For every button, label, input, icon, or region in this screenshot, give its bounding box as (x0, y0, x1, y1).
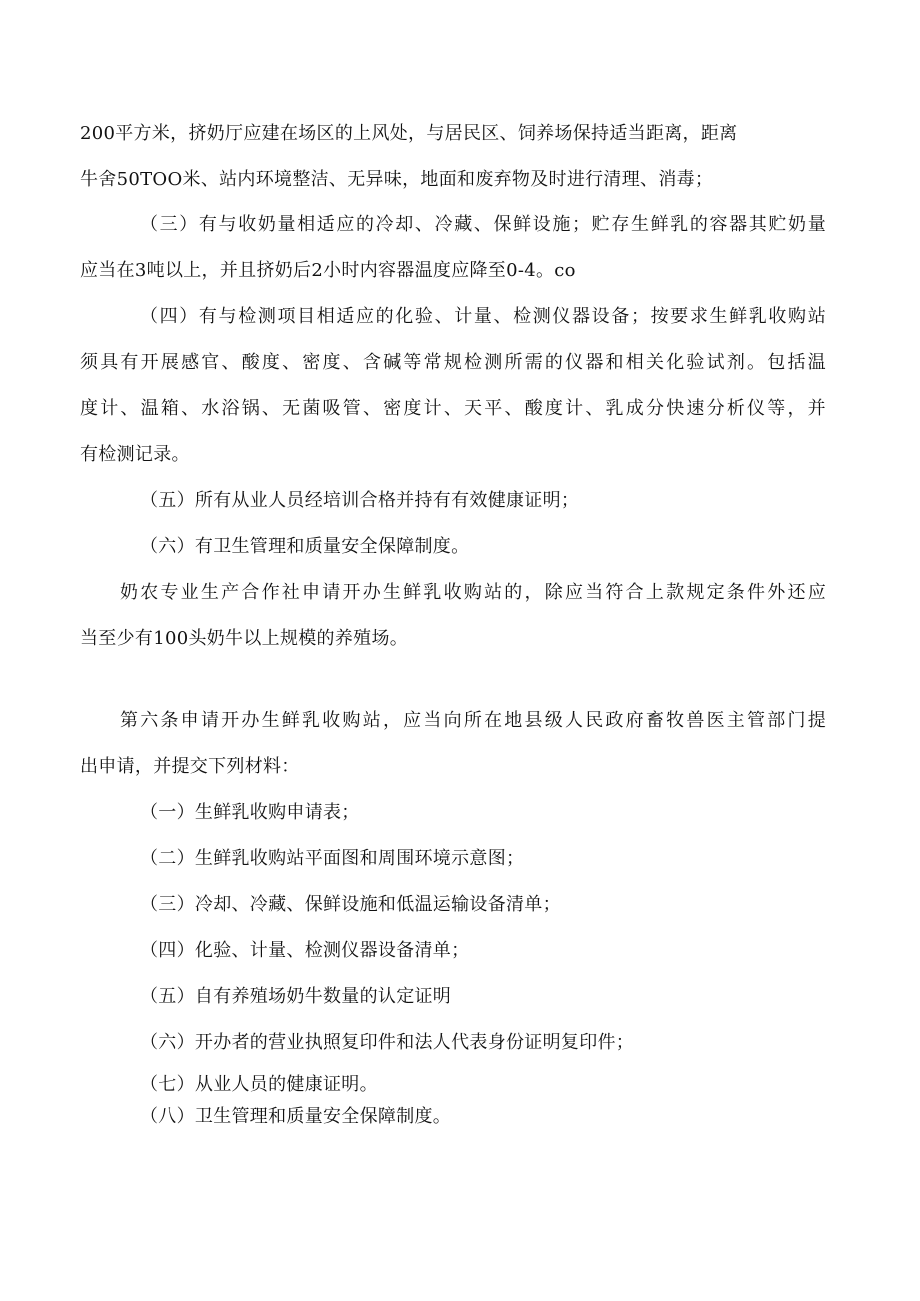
text-line-7: 度计、温箱、水浴锅、无菌吸管、密度计、天平、酸度计、乳成分快速分析仪等，并 (80, 398, 826, 419)
text-line-18: （四）化验、计量、检测仪器设备清单； (140, 940, 470, 961)
text-line-15: （一）生鲜乳收购申请表； (140, 802, 360, 823)
text-line-16: （二）生鲜乳收购站平面图和周围环境示意图； (140, 848, 525, 869)
text-line-9: （五）所有从业人员经培训合格并持有有效健康证明； (140, 490, 580, 511)
text-line-17: （三）冷却、冷藏、保鲜设施和低温运输设备清单； (140, 894, 561, 915)
text-line-12: 当至少有100头奶牛以上规模的养殖场。 (80, 628, 409, 649)
text-line-5: （四）有与检测项目相适应的化验、计量、检测仪器设备；按要求生鲜乳收购站 (140, 306, 826, 327)
text-line-3: （三）有与收奶量相适应的冷却、冷藏、保鲜设施；贮存生鲜乳的容器其贮奶量 (140, 214, 826, 235)
text-line-21: （七）从业人员的健康证明。 (140, 1074, 378, 1095)
text-line-13: 第六条申请开办生鲜乳收购站，应当向所在地县级人民政府畜牧兽医主管部门提 (120, 710, 826, 731)
text-line-22: （八）卫生管理和质量安全保障制度。 (140, 1106, 452, 1127)
text-line-8: 有检测记录。 (80, 444, 190, 465)
text-line-11: 奶农专业生产合作社申请开办生鲜乳收购站的，除应当符合上款规定条件外还应 (120, 582, 826, 603)
text-line-14: 出申请，并提交下列材料： (80, 756, 300, 777)
text-line-20: （六）开办者的营业执照复印件和法人代表身份证明复印件； (140, 1032, 635, 1053)
text-line-4: 应当在3吨以上，并且挤奶后2小时内容器温度应降至0-4。co (80, 260, 576, 281)
text-line-6: 须具有开展感官、酸度、密度、含碱等常规检测所需的仪器和相关化验试剂。包括温 (80, 352, 826, 373)
text-line-1: 200平方米，挤奶厅应建在场区的上风处，与居民区、饲养场保持适当距离，距离 (80, 123, 738, 144)
text-line-19: （五）自有养殖场奶牛数量的认定证明 (140, 986, 452, 1007)
text-line-2: 牛舍50TOO米、站内环境整洁、无异味，地面和废弃物及时进行清理、消毒； (80, 169, 714, 190)
text-line-10: （六）有卫生管理和质量安全保障制度。 (140, 536, 470, 557)
